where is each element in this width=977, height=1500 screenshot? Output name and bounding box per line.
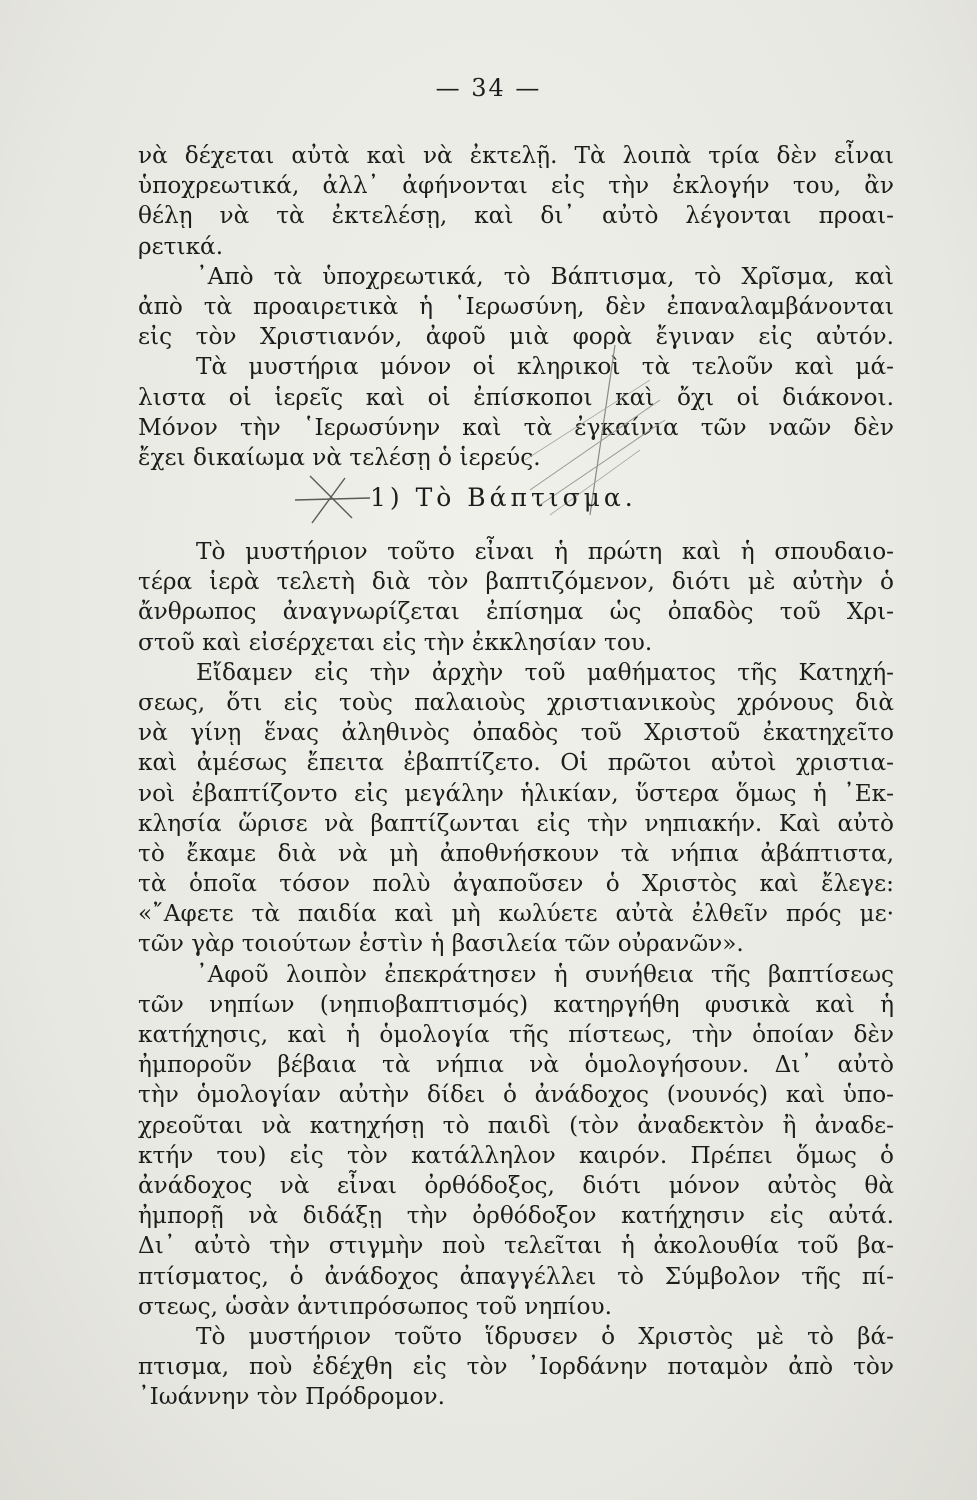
text-line: τῶν γὰρ τοιούτων ἐστὶν ἡ βασιλεία τῶν οὐρανῶν».	[138, 930, 744, 958]
text-line: τὸ ἔκαμε διὰ νὰ μὴ ἀποθνήσκουν τὰ νήπια ἀβάπτιστα,	[138, 839, 894, 867]
text-line: καὶ ἀμέσως ἔπειτα ἐβαπτίζετο. Οἱ πρῶτοι αὐτοὶ χριστια-	[138, 749, 894, 777]
text-line: κτήν του) εἰς τὸν κατάλληλον καιρόν. Πρέπει ὅμως ὁ	[138, 1141, 894, 1169]
text-line: Τὰ μυστήρια μόνον οἱ κληρικοὶ τὰ τελοῦν καὶ μά-	[196, 353, 894, 381]
text-line: νὰ γίνῃ ἕνας ἀληθινὸς ὀπαδὸς τοῦ Χριστοῦ ἐκατηχεῖτο	[138, 719, 894, 747]
text-line: Τὸ μυστήριον τοῦτο εἶναι ἡ πρώτη καὶ ἡ σπουδαιο-	[196, 538, 894, 565]
text-line: Τὸ μυστήριον τοῦτο ἵδρυσεν ὁ Χριστὸς μὲ τὸ βά-	[196, 1322, 894, 1350]
text-line: λιστα οἱ ἱερεῖς καὶ οἱ ἐπίσκοποι καὶ ὄχι οἱ διάκονοι.	[138, 383, 894, 411]
text-line: Μόνον τὴν ῾Ιερωσύνην καὶ τὰ ἐγκαίνια τῶν ναῶν δὲν	[138, 413, 894, 441]
text-line: θέλῃ νὰ τὰ ἐκτελέσῃ, καὶ δι᾽ αὐτὸ λέγονται προαι-	[138, 202, 894, 230]
text-line: ἀνάδοχος νὰ εἶναι ὀρθόδοξος, διότι μόνον αὐτὸς θὰ	[138, 1171, 894, 1199]
section-heading: 1) Τὸ Βάπτισμα.	[370, 483, 637, 512]
text-line: ἔχει δικαίωμα νὰ τελέσῃ ὁ ἱερεύς.	[138, 443, 541, 471]
paragraph-block-1	[138, 141, 894, 473]
text-line: ρετικά.	[138, 232, 224, 260]
page-number: — 34 —	[435, 74, 542, 102]
text-line: ᾽Αφοῦ λοιπὸν ἐπεκράτησεν ἡ συνήθεια τῆς βαπτίσεως	[196, 960, 894, 988]
text-line: πτισμα, ποὺ ἐδέχθη εἰς τὸν ᾽Ιορδάνην ποταμὸν ἀπὸ τὸν	[138, 1353, 894, 1381]
paragraph-block-2	[138, 537, 894, 1412]
text-line: χρεοῦται νὰ κατηχήσῃ τὸ παιδὶ (τὸν ἀναδεκτὸν ἢ ἀναδε-	[138, 1111, 894, 1139]
text-line: Δι᾽ αὐτὸ τὴν στιγμὴν ποὺ τελεῖται ἡ ἀκολουθία τοῦ βα-	[138, 1232, 894, 1260]
text-line: τὴν ὁμολογίαν αὐτὴν δίδει ὁ ἀνάδοχος (νουνός) καὶ ὑπο-	[138, 1081, 894, 1109]
text-line: τῶν νηπίων (νηπιοβαπτισμός) κατηργήθη φυσικὰ καὶ ἡ	[138, 990, 894, 1018]
text-line: νοὶ ἐβαπτίζοντο εἰς μεγάλην ἡλικίαν, ὕστερα ὅμως ἡ ᾽Εκ-	[138, 779, 894, 807]
text-line: εἰς τὸν Χριστιανόν, ἀφοῦ μιὰ φορὰ ἔγιναν εἰς αὐτόν.	[138, 323, 894, 351]
text-line: σεως, ὅτι εἰς τοὺς παλαιοὺς χριστιανικοὺς χρόνους διὰ	[138, 688, 894, 716]
text-line: στεως, ὡσὰν ἀντιπρόσωπος τοῦ νηπίου.	[138, 1292, 612, 1320]
text-line: «῎Αφετε τὰ παιδία καὶ μὴ κωλύετε αὐτὰ ἐλθεῖν πρός με·	[138, 900, 894, 928]
text-line: ἠμπορῇ νὰ διδάξῃ τὴν ὀρθόδοξον κατήχησιν εἰς αὐτά.	[138, 1202, 894, 1230]
text-line: ᾽Ιωάννην τὸν Πρόδρομον.	[138, 1383, 445, 1411]
text-line: νὰ δέχεται αὐτὰ καὶ νὰ ἐκτελῇ. Τὰ λοιπὰ τρία δὲν εἶναι	[138, 142, 894, 169]
text-line: ἠμποροῦν βέβαια τὰ νήπια νὰ ὁμολογήσουν. Δι᾽ αὐτὸ	[138, 1051, 894, 1079]
text-line: τέρα ἱερὰ τελετὴ διὰ τὸν βαπτιζόμενον, διότι μὲ αὐτὴν ὁ	[138, 568, 894, 596]
text-line: ᾽Απὸ τὰ ὑποχρεωτικά, τὸ Βάπτισμα, τὸ Χρῖσμα, καὶ	[196, 262, 894, 290]
handwritten-cross-mark	[290, 468, 380, 528]
text-line: ἄνθρωπος ἀναγνωρίζεται ἐπίσημα ὡς ὀπαδὸς τοῦ Χρι-	[138, 598, 894, 626]
text-line: κατήχησις, καὶ ἡ ὁμολογία τῆς πίστεως, τὴν ὁποίαν δὲν	[138, 1021, 894, 1048]
text-line: πτίσματος, ὁ ἀνάδοχος ἀπαγγέλλει τὸ Σύμβολον τῆς πί-	[138, 1262, 894, 1290]
text-line: τὰ ὁποῖα τόσον πολὺ ἀγαποῦσεν ὁ Χριστὸς καὶ ἔλεγε:	[138, 870, 894, 898]
text-line: στοῦ καὶ εἰσέρχεται εἰς τὴν ἐκκλησίαν του.	[138, 628, 653, 656]
text-line: κλησία ὥρισε νὰ βαπτίζωνται εἰς τὴν νηπιακήν. Καὶ αὐτὸ	[138, 809, 894, 837]
text-line: ἀπὸ τὰ προαιρετικὰ ἡ ῾Ιερωσύνη, δὲν ἐπαναλαμβάνονται	[138, 292, 894, 320]
text-line: ὑποχρεωτικά, ἀλλ᾽ ἀφήνονται εἰς τὴν ἐκλογήν του, ἂν	[138, 172, 894, 200]
text-line: Εἴδαμεν εἰς τὴν ἀρχὴν τοῦ μαθήματος τῆς Κατηχή-	[196, 658, 894, 686]
